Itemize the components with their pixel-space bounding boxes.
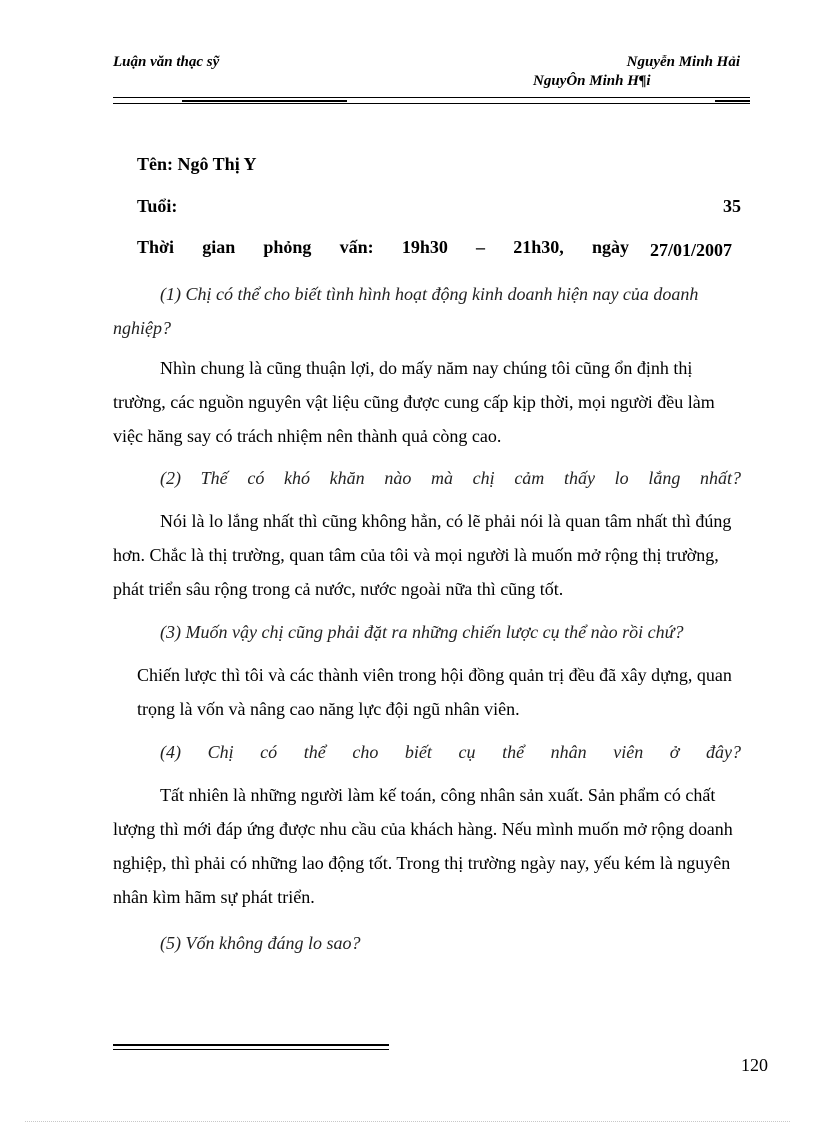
- age-label: Tuổi:: [137, 196, 178, 216]
- answer-4: Tất nhiên là những người làm kế toán, công nhân sản xuất. Sản phẩm có chất lượng thì mới đáp ứng được nhu cầu của khách hàng. Nếu mình muốn mở rộng doanh nghiệp, thì phải có những lao động tốt. Trong thị trường ngày nay, yếu kém là nguyên nhân kìm hãm sự phát triển.: [113, 785, 733, 907]
- footer-rule-top: [113, 1044, 389, 1046]
- question-3: (3) Muốn vậy chị cũng phải đặt ra những chiến lược cụ thể nào rồi chứ?: [160, 622, 684, 642]
- running-header-right-garbled: NguyÔn Minh H¶i: [533, 73, 651, 89]
- question-1: (1) Chị có thể cho biết tình hình hoạt động kinh doanh hiện nay của doanh nghiệp?: [113, 284, 699, 338]
- question-5: (5) Vốn không đáng lo sao?: [160, 933, 361, 953]
- interviewee-name: Tên: Ngô Thị Y: [137, 154, 257, 174]
- bottom-dotted-border: [25, 1121, 790, 1122]
- header-rule-thick-right: [715, 100, 750, 102]
- running-header-left: Luận văn thạc sỹ: [113, 54, 220, 70]
- question-4: (4) Chị có thể cho biết cụ thể nhân viên ở đây?: [160, 742, 741, 762]
- header-rule-thick: [182, 100, 347, 102]
- interview-date: 27/01/2007: [650, 240, 733, 260]
- page-number: 120: [741, 1055, 768, 1075]
- header-rule-bottom: [113, 103, 750, 104]
- interview-time-label: Thời gian phỏng vấn: 19h30 – 21h30, ngày: [137, 237, 629, 257]
- footer-rule-bottom: [113, 1049, 389, 1050]
- running-header-right: Nguyễn Minh Hải: [626, 54, 740, 70]
- answer-1: Nhìn chung là cũng thuận lợi, do mấy năm nay chúng tôi cũng ổn định thị trường, các nguồn nguyên vật liệu cũng được cung cấp kịp thời, mọi người đều làm việc hăng say có trách nhiệm nên thành quả còng cao.: [113, 358, 715, 446]
- question-2: (2) Thế có khó khăn nào mà chị cảm thấy lo lắng nhất?: [160, 468, 741, 488]
- age-value: 35: [723, 196, 741, 216]
- answer-3: Chiến lược thì tôi và các thành viên trong hội đồng quản trị đều đã xây dựng, quan trọng là vốn và nâng cao năng lực đội ngũ nhân viên.: [137, 665, 732, 719]
- header-rule-thin: [113, 97, 750, 98]
- answer-2: Nói là lo lắng nhất thì cũng không hẳn, có lẽ phải nói là quan tâm nhất thì đúng hơn. Chắc là thị trường, quan tâm của tôi và mọi người là muốn mở rộng thị trường, phát triển sâu rộng trong cả nước, nước ngoài nữa thì cũng tốt.: [113, 511, 732, 599]
